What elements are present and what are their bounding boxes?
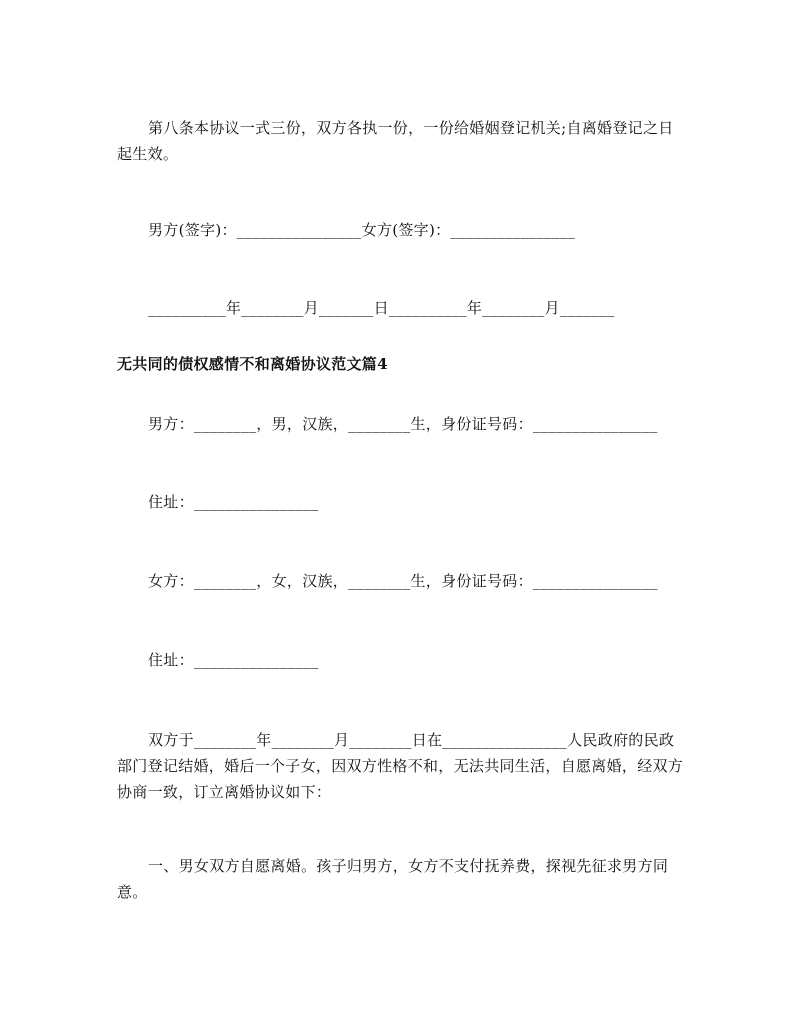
- male-info-line: 男方：________，男，汉族，________生，身份证号码：________________: [148, 415, 658, 433]
- female-address-line: 住址：________________: [148, 651, 319, 669]
- section-title: 无共同的债权感情不和离婚协议范文篇4: [117, 355, 388, 373]
- clause-eight-paragraph: 第八条本协议一式三份，双方各执一份，一份给婚姻登记机关;自离婚登记之日起生效。: [117, 119, 674, 163]
- date-line: __________年________月_______日__________年________月_______: [148, 299, 615, 317]
- female-info-line: 女方：________，女，汉族，________生，身份证号码：________________: [148, 572, 658, 590]
- marriage-statement-paragraph: 双方于________年________月________日在________________人民政府的民政部门登记结婚，婚后一个子女，因双方性格不和，无法共同生活，自愿离婚，经双方协商一致，订立离婚协议如下：: [117, 731, 684, 801]
- male-address-line: 住址：________________: [148, 493, 319, 511]
- clause-one-paragraph: 一、男女双方自愿离婚。孩子归男方，女方不支付抚养费，探视先征求男方同意。: [117, 857, 669, 901]
- signature-line: 男方(签字)：________________女方(签字)：________________: [148, 221, 576, 239]
